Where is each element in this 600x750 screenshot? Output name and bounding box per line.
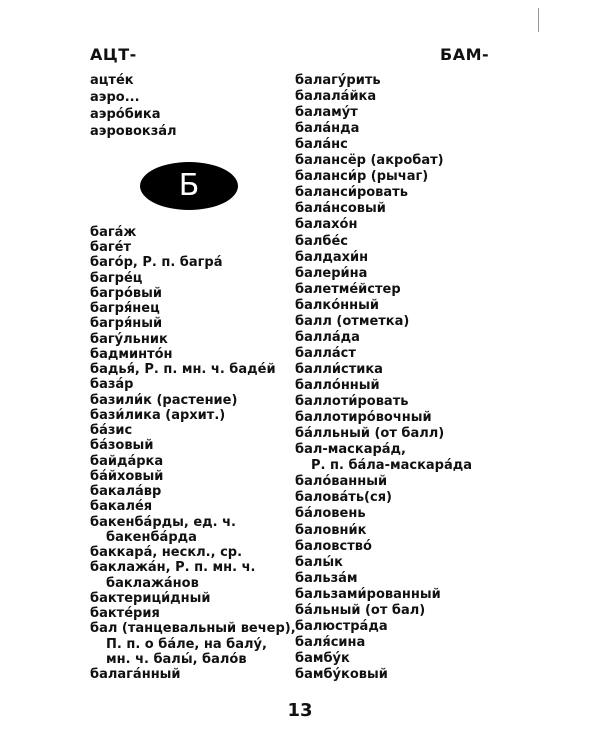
dictionary-entry: бакале́я [90,499,153,515]
dictionary-entry: бакала́вр [90,484,162,500]
dictionary-entry: балахо́н [295,217,358,233]
dictionary-entry: база́р [90,377,134,393]
dictionary-entry: бази́лика (архит.) [90,407,226,423]
dictionary-entry: балала́йка [295,89,377,105]
dictionary-entry: базили́к (растение) [90,392,238,408]
dictionary-entry: бамбу́ковый [295,667,388,682]
dictionary-entry: ба́йховый [90,468,164,484]
dictionary-entry: бактерици́дный [90,590,211,606]
dictionary-entry: балетме́йстер [295,281,401,297]
dictionary-entry: аэро́бика [90,107,161,122]
dictionary-entry: баламу́т [295,105,358,121]
dictionary-entry: баловни́к [295,522,367,538]
dictionary-entry: ба́лльный (от балл) [295,426,445,442]
dictionary-entry: бала́нс [295,137,348,153]
dictionary-entry: баклажа́н, Р. п. мн. ч. [90,560,256,576]
dictionary-entry: ацте́к [90,73,134,88]
dictionary-entry: баге́т [90,240,131,256]
dictionary-entry-continuation: баклажа́нов [106,575,199,591]
dictionary-entry: балагу́рить [295,73,381,88]
dictionary-entry: балага́нный [90,667,181,682]
left-guide-word: АЦТ- [90,45,137,64]
right-guide-word: БАМ- [440,45,490,64]
dictionary-entry: баллотиро́вочный [295,410,432,426]
dictionary-entry: бал (танцевальный вечер), [90,621,296,637]
section-letter-badge [140,162,238,210]
dictionary-entry: багу́льник [90,331,168,347]
dictionary-entry: балова́ть(ся) [295,490,392,506]
dictionary-entry: бала́нсовый [295,201,386,217]
dictionary-entry: баллоти́ровать [295,394,409,410]
dictionary-entry: балы́к [295,554,343,570]
dictionary-entry: бало́ванный [295,474,388,490]
dictionary-entry: ба́льный (от бал) [295,602,426,618]
dictionary-entry: ба́ловень [295,506,366,522]
dictionary-entry: баго́р, Р. п. багра́ [90,255,223,271]
dictionary-entry: бала́нда [295,121,360,137]
dictionary-entry: балли́стика [295,361,383,377]
dictionary-entry-continuation: мн. ч. балы́, бало́в [106,651,247,667]
dictionary-entry: бадминто́н [90,346,173,362]
dictionary-entry: аэровокза́л [90,124,177,139]
dictionary-entry: багря́ный [90,316,163,332]
dictionary-entry: баловство́ [295,538,372,554]
dictionary-entry: байда́рка [90,453,164,469]
dictionary-entry: баля́сина [295,634,366,650]
dictionary-entry-continuation: П. п. о ба́ле, на балу́, [106,636,267,652]
dictionary-entry: балл (отметка) [295,313,410,329]
dictionary-entry: балко́нный [295,297,379,313]
scan-edge-line [538,8,539,32]
dictionary-entry: балло́нный [295,378,380,394]
dictionary-entry: аэро... [90,90,140,105]
dictionary-entry: ба́зис [90,423,133,439]
section-letter: Б [178,168,200,203]
page-number: 13 [287,700,313,721]
dictionary-entry: баккара́, нескл., ср. [90,545,243,561]
dictionary-entry: бадья́, Р. п. мн. ч. баде́й [90,362,276,378]
dictionary-entry: балбе́с [295,233,348,249]
dictionary-entry: бакенба́рды, ед. ч. [90,514,236,530]
dictionary-entry: балла́ст [295,345,356,361]
dictionary-entry: баланси́ровать [295,185,408,201]
dictionary-entry: ба́зовый [90,438,154,454]
dictionary-entry: баланси́р (рычаг) [295,169,429,185]
dictionary-entry: багря́нец [90,301,160,317]
dictionary-entry: бальза́м [295,570,358,586]
dictionary-entry: балла́да [295,329,360,345]
dictionary-entry: багре́ц [90,270,143,286]
dictionary-entry: бальзами́рованный [295,586,441,602]
dictionary-entry: багро́вый [90,285,162,301]
dictionary-entry: бамбу́к [295,650,350,666]
dictionary-entry: бага́ж [90,225,137,240]
dictionary-entry: балюстра́да [295,618,388,634]
dictionary-entry: балери́на [295,265,368,281]
dictionary-entry: балансёр (акробат) [295,153,444,169]
dictionary-entry-continuation: Р. п. ба́ла-маскара́да [311,458,473,474]
dictionary-entry: бал-маскара́д, [295,442,406,458]
dictionary-entry: балдахи́н [295,249,369,265]
dictionary-entry-continuation: бакенба́рда [106,529,197,545]
dictionary-entry: бакте́рия [90,606,160,622]
